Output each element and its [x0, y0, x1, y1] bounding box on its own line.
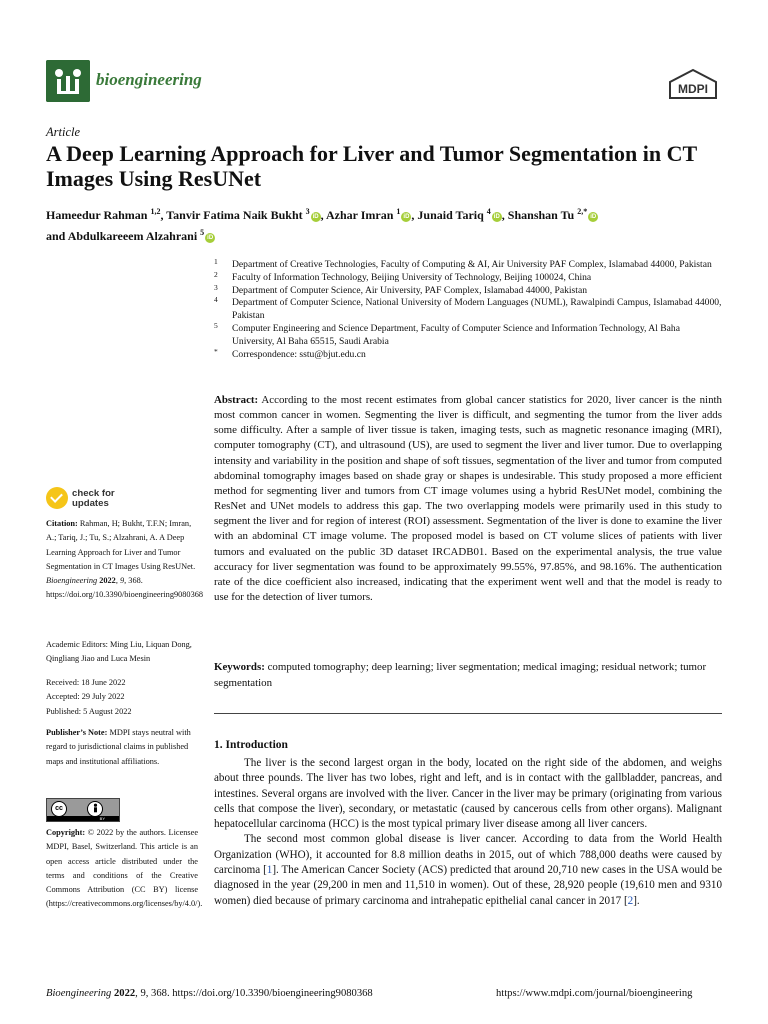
author-name[interactable]: Azhar Imran: [325, 208, 394, 222]
affiliation-item: 4 Department of Computer Science, National University of Modern Languages (NUML), Rawalpindi Campus, Islamabad 44000, Pakistan: [214, 295, 722, 322]
footer-journal-url[interactable]: https://www.mdpi.com/journal/bioengineering: [496, 988, 693, 999]
author-affil: 2,*: [577, 207, 588, 216]
author-affil: 4: [486, 207, 491, 216]
orcid-icon[interactable]: iD: [493, 214, 500, 220]
citation-block: Citation: Rahman, H; Bukht, T.F.N; Imran, A.; Tariq, J.; Tu, S.; Alzahrani, A. A Deep Learning Approach for Liver and Tumor Segmentation in CT Images Using ResUNet. Bioengineering 2022, 9, 368. https://doi.org/10.3390/bioengineering9080368: [46, 519, 204, 600]
cc-by-label: BY: [47, 816, 119, 821]
mdpi-logo[interactable]: [666, 68, 720, 102]
abstract: [214, 393, 722, 605]
published-date: Published: 5 August 2022: [46, 706, 132, 716]
article-type: Article: [46, 125, 81, 139]
citation-link[interactable]: 2: [627, 894, 634, 907]
author-affil: 3: [305, 207, 310, 216]
author-affil: 1,2: [150, 207, 161, 216]
doi-link[interactable]: https://doi.org/10.3390/bioengineering9080368: [46, 590, 204, 600]
affiliation-item: 1 Department of Creative Technologies, Faculty of Computing & AI, Air University PAF Complex, Islamabad 44000, Pakistan: [214, 257, 712, 270]
author-name[interactable]: Shanshan Tu: [507, 208, 575, 222]
cc-icon: cc: [51, 801, 67, 817]
affiliation-item: 3 Department of Computer Science, Air University, PAF Complex, Islamabad 44000, Pakistan: [214, 282, 588, 296]
affiliations: [214, 259, 724, 361]
page-title: A Deep Learning Approach for Liver and Tumor Segmentation in CT Images Using ResUNet: [46, 141, 697, 191]
footer-citation: Bioengineering 2022, 9, 368. https://doi.org/10.3390/bioengineering9080368: [46, 988, 373, 999]
author-affil: 5: [200, 228, 205, 237]
affiliation-item: 5 Computer Engineering and Science Department, Faculty of Computer Science and Information Technology, Al Baha University, Al Baha 65515, Saudi Arabia: [214, 320, 680, 347]
checkmark-icon: [46, 487, 68, 509]
affiliation-item: 2 Faculty of Information Technology, Beijing University of Technology, Beijing 100024, China: [214, 269, 592, 283]
journal-logo: [46, 60, 90, 102]
orcid-icon[interactable]: iD: [207, 235, 214, 241]
author-name[interactable]: Abdulkareeem Alzahrani: [67, 229, 198, 243]
author-name[interactable]: Tanvir Fatima Naik Bukht: [166, 208, 303, 222]
orcid-icon[interactable]: iD: [403, 214, 410, 220]
abstract-label: Abstract:: [214, 394, 259, 406]
mdpi-logo-text: MDPI: [678, 82, 708, 96]
publication-dates: [46, 676, 198, 719]
section-heading: 1. Introduction: [214, 739, 288, 751]
check-for-updates-button[interactable]: [46, 487, 156, 513]
check-updates-label: check for updates: [72, 488, 115, 509]
cc-by-license-icon[interactable]: [46, 798, 120, 822]
academic-editors: Academic Editors: Ming Liu, Liquan Dong, Qingliang Jiao and Luca Mesin: [46, 640, 192, 664]
publisher-note: Publisher’s Note: MDPI stays neutral with regard to jurisdictional claims in published maps and institutional affiliations.: [46, 728, 191, 766]
person-icon: [87, 801, 103, 817]
keywords-label: Keywords:: [214, 661, 265, 673]
received-date: Received: 18 June 2022: [46, 678, 126, 687]
author-affil: 1: [396, 207, 401, 216]
citation-link[interactable]: 1: [266, 864, 273, 877]
correspondence: * Correspondence: sstu@bjut.edu.cn: [214, 346, 366, 360]
paragraph: The liver is the second largest organ in the body, located on the right side of the abdomen, and weighs about three pounds. The liver has two lobes, right and left, and is in contact with the gallbladder, pancreas, and intestines. Several organs are involved with the liver. Cancer in the liver may be primary (originating from various cells that compose the liver), secondary, or metastatic (caused by cancerous cells from other organs). Malignant hepatocellular carcinoma (HCC) is the most typical primary liver disease among all liver cancers.: [214, 757, 722, 831]
abstract-text: According to the most recent estimates from global cancer statistics for 2020, liver cancer is the ninth most common cancer in women. Segmenting the liver is difficult, and segmenting the tumor from the liver adds some difficulty. After a sample of liver tissue is taken, imaging tests, such as magnetic resonance imaging (MRI), computer tomography (CT), and ultrasound (US), are used to segment the liver and liver tumor. Due to overlapping intensity and variability in the position and shape of soft tissues, segmentation of the liver and tumor from computed abdominal tomography images based on shade gray or shapes is undesirable. This study proposed a more efficient method for segmenting liver and tumors from CT image volumes using a hybrid ResUNet model, combining the ResNet and UNet models to address this gap. The two overlapping models were primarily used in this study to segment the liver and for region of interest (ROI) assessment. Segmentation of the liver is done to examine the liver with an abdominal CT image volume. The proposed model is based on CT volume slices of patients with liver tumors and evaluated on the public 3D dataset IRCADB01. Based on the experimental analysis, the true value accuracy for liver segmentation was found to be approximately 99.55%, 97.85%, and 98.16%. The authentication rate of the dice coefficient also increased, indicating that the experiment went well and that the model is ready to use for the detection of liver tumors.: [214, 394, 722, 604]
intro-body: [214, 756, 722, 909]
orcid-icon[interactable]: iD: [312, 214, 319, 220]
journal-name[interactable]: bioengineering: [96, 70, 202, 89]
copyright: Copyright: © 2022 by the authors. Licensee MDPI, Basel, Switzerland. This article is an open access article distributed under the terms and conditions of the Creative Commons Attribution (CC BY) license (https://creativecommons.org/licenses/by/4.0/).: [46, 828, 203, 909]
keywords-text: computed tomography; deep learning; liver segmentation; medical imaging; residual network; tumor segmentation: [214, 661, 707, 689]
keywords: [214, 660, 722, 691]
author-name[interactable]: Junaid Tariq: [417, 208, 484, 222]
orcid-icon[interactable]: iD: [590, 214, 597, 220]
author-name[interactable]: Hameedur Rahman: [46, 208, 148, 222]
author-list: Hameedur Rahman $^{1,2}$, Tanvir Fatima Naik Bukht $^3$iD , Azhar Imran $^1$iD , Junaid Tariq $^4$iD , Shanshan Tu $^{2,*}$iD and Abdulkareeem Alzahrani $^5$iD: [46, 207, 597, 243]
accepted-date: Accepted: 29 July 2022: [46, 692, 125, 702]
paragraph: The second most common global disease is liver cancer. According to data from the World Health Organization (WHO), it accounted for 8.8 million deaths in 2015, out of which 788,000 deaths were caused by carcinoma [1]. The American Cancer Society (ACS) predicted that around 20,710 new cases in the USA would be diagnosed in the year (29,200 in men and 11,510 in women). Out of these, 28,920 people (19,610 men and 9310 women) died because of primary carcinoma and intrahepatic epithelial canal cancer in 2017 [2].: [214, 833, 723, 907]
author-conjunction: and: [46, 229, 66, 243]
section-divider: [214, 713, 722, 714]
